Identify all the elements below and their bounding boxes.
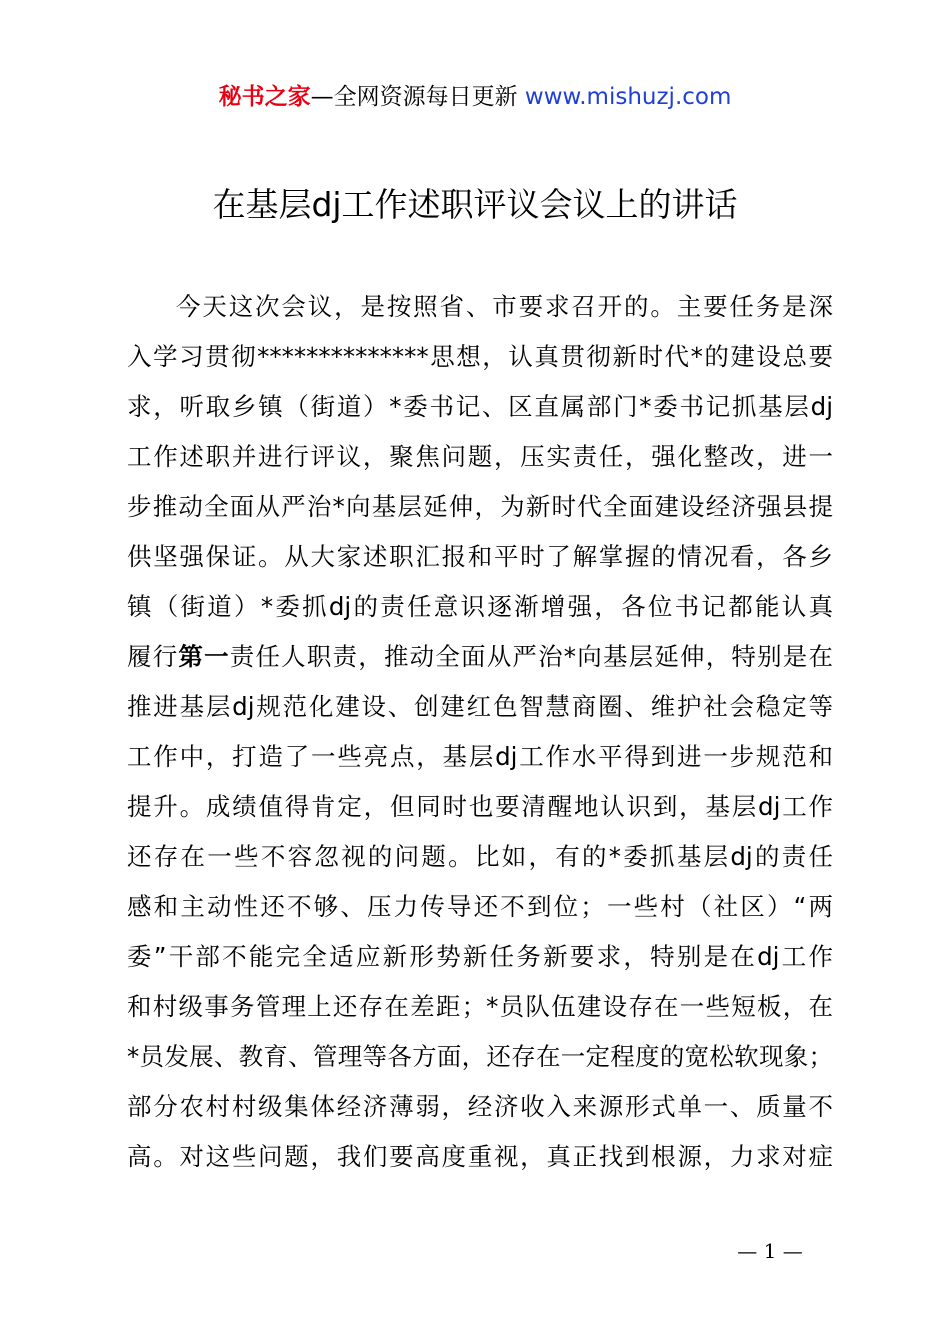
paragraph-line: 镇（街道）*委抓dj的责任意识逐渐增强，各位书记都能认真 bbox=[127, 592, 833, 621]
paragraph-line: 和村级事务管理上还存在差距；*员队伍建设存在一些短板，在 bbox=[127, 992, 833, 1021]
paragraph-line: 供坚强保证。从大家述职汇报和平时了解掌握的情况看，各乡 bbox=[127, 542, 833, 571]
paragraph-line: 推进基层dj规范化建设、创建红色智慧商圈、维护社会稳定等 bbox=[127, 692, 833, 721]
paragraph-line: 高。对这些问题，我们要高度重视，真正找到根源，力求对症 bbox=[127, 1142, 833, 1171]
paragraph-line: 工作述职并进行评议，聚焦问题，压实责任，强化整改，进一 bbox=[127, 442, 833, 471]
paragraph-line: *员发展、教育、管理等各方面，还存在一定程度的宽松软现象； bbox=[127, 1042, 833, 1071]
body-paragraph bbox=[127, 282, 833, 1182]
bold-emphasis: 第一 bbox=[178, 642, 230, 671]
paragraph-line: 委”干部不能完全适应新形势新任务新要求，特别是在dj工作 bbox=[127, 942, 833, 971]
paragraph-line: 工作中，打造了一些亮点，基层dj工作水平得到进一步规范和 bbox=[127, 742, 833, 771]
line-text-before: 履行 bbox=[127, 642, 179, 671]
paragraph-line: 步推动全面从严治*向基层延伸，为新时代全面建设经济强县提 bbox=[127, 492, 833, 521]
site-url-link[interactable]: www.mishuzj.com bbox=[524, 84, 732, 110]
paragraph-line: 提升。成绩值得肯定，但同时也要清醒地认识到，基层dj工作 bbox=[127, 792, 833, 821]
line-text-after: 责任人职责，推动全面从严治*向基层延伸，特别是在 bbox=[229, 642, 834, 671]
paragraph-line: 还存在一些不容忽视的问题。比如，有的*委抓基层dj的责任 bbox=[127, 842, 833, 871]
page-number: — 1 — bbox=[737, 1239, 803, 1263]
paragraph-line: 今天这次会议，是按照省、市要求召开的。主要任务是深 bbox=[176, 292, 833, 321]
paragraph-line: 部分农村村级集体经济薄弱，经济收入来源形式单一、质量不 bbox=[127, 1092, 833, 1121]
document-title: 在基层dj工作述职评议会议上的讲话 bbox=[212, 185, 738, 224]
paragraph-line: 感和主动性还不够、压力传导还不到位；一些村（社区）“两 bbox=[127, 892, 833, 921]
site-slogan: —全网资源每日更新 bbox=[310, 84, 518, 110]
paragraph-line: 求，听取乡镇（街道）*委书记、区直属部门*委书记抓基层dj bbox=[127, 392, 833, 421]
paragraph-line bbox=[127, 632, 833, 682]
paragraph-line: 入学习贯彻**************思想，认真贯彻新时代*的建设总要 bbox=[127, 342, 833, 371]
site-header bbox=[0, 80, 950, 114]
site-name: 秘书之家 bbox=[218, 84, 311, 110]
